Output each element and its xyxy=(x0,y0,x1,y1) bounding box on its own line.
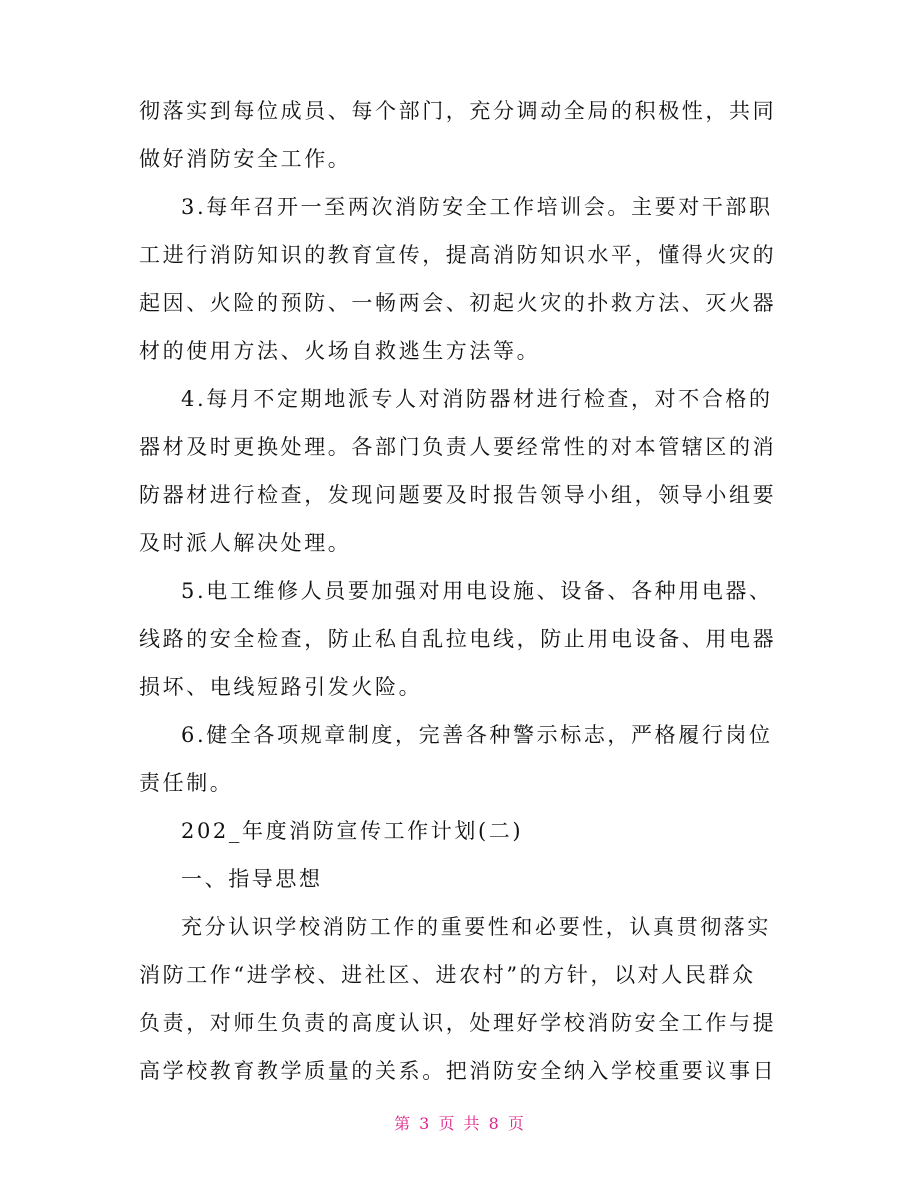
text-line: 损坏、电线短路引发火险。 xyxy=(139,675,423,699)
text-line: 器材及时更换处理。各部门负责人要经常性的对本管辖区的消 xyxy=(139,435,777,459)
section-title: 202_年度消防宣传工作计划(二) xyxy=(181,819,524,843)
text-line: 工进行消防知识的教育宣传，提高消防知识水平，懂得火灾的 xyxy=(139,243,777,267)
text-line: 起因、火险的预防、一畅两会、初起火灾的扑救方法、灭火器 xyxy=(139,291,777,315)
text-line: 材的使用方法、火场自救逃生方法等。 xyxy=(139,339,541,363)
text-line: 消防工作“进学校、进社区、进农村”的方针，以对人民群众 xyxy=(139,963,756,987)
text-line: 负责，对师生负责的高度认识，处理好学校消防安全工作与提 xyxy=(139,1011,777,1035)
text-line: 5.电工维修人员要加强对用电设施、设备、各种用电器、 xyxy=(181,579,773,603)
text-line: 责任制。 xyxy=(139,771,234,795)
text-line: 彻落实到每位成员、每个部门，充分调动全局的积极性，共同 xyxy=(139,99,777,123)
document-body xyxy=(139,99,784,1107)
text-line: 高学校教育教学质量的关系。把消防安全纳入学校重要议事日 xyxy=(139,1059,777,1083)
text-line: 线路的安全检查，防止私自乱拉电线，防止用电设备、用电器 xyxy=(139,627,777,651)
text-line: 3.每年召开一至两次消防安全工作培训会。主要对干部职 xyxy=(181,195,773,219)
page-number-footer: 第 3 页 共 8 页 xyxy=(394,1114,526,1133)
text-line: 防器材进行检查，发现问题要及时报告领导小组，领导小组要 xyxy=(139,483,777,507)
text-line: 6.健全各项规章制度，完善各种警示标志，严格履行岗位 xyxy=(181,723,773,747)
text-line: 充分认识学校消防工作的重要性和必要性，认真贯彻落实 xyxy=(181,915,771,939)
text-line: 4.每月不定期地派专人对消防器材进行检查，对不合格的 xyxy=(181,387,773,411)
text-line: 及时派人解决处理。 xyxy=(139,531,352,555)
section-heading: 一、指导思想 xyxy=(181,867,323,891)
text-line: 做好消防安全工作。 xyxy=(139,147,352,171)
